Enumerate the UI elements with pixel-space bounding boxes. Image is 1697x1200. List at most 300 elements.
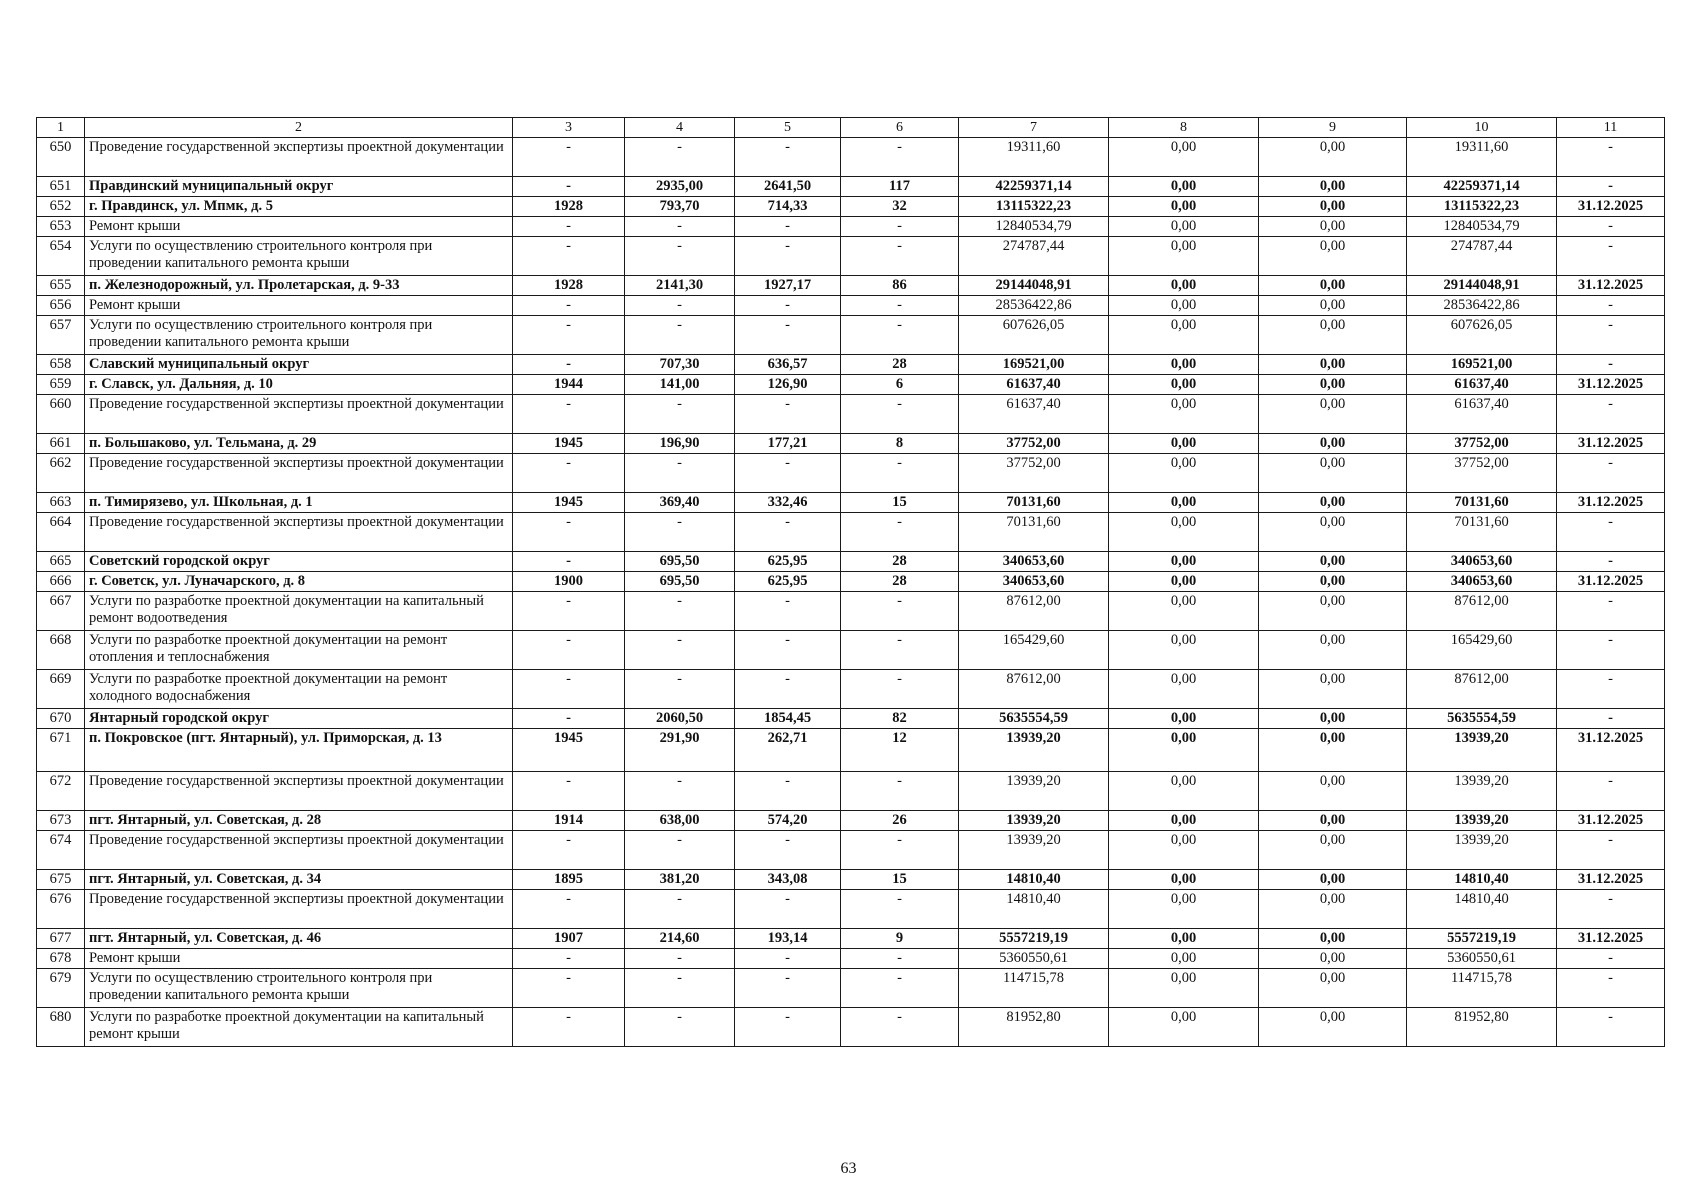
residents-cell: -: [841, 969, 959, 1008]
budget-cell: 0,00: [1259, 177, 1407, 197]
total-area-cell: 638,00: [625, 811, 735, 831]
row-number-cell: 667: [37, 592, 85, 631]
deadline-cell: -: [1557, 552, 1665, 572]
table-row: [37, 772, 1665, 811]
total-area-cell: 2141,30: [625, 276, 735, 296]
living-area-cell: -: [735, 772, 841, 811]
header-cell: 4: [625, 118, 735, 138]
year-cell: 1907: [513, 929, 625, 949]
budget-cell: 0,00: [1259, 197, 1407, 217]
object-name-cell: пгт. Янтарный, ул. Советская, д. 28: [85, 811, 513, 831]
header-cell: 7: [959, 118, 1109, 138]
living-area-cell: -: [735, 217, 841, 237]
table-row: [37, 395, 1665, 434]
object-name-cell: п. Покровское (пгт. Янтарный), ул. Приморская, д. 13: [85, 729, 513, 772]
owners-cell: 87612,00: [1407, 592, 1557, 631]
deadline-cell: -: [1557, 177, 1665, 197]
budget-cell: 0,00: [1259, 890, 1407, 929]
owners-cell: 28536422,86: [1407, 296, 1557, 316]
table-row: [37, 454, 1665, 493]
living-area-cell: -: [735, 395, 841, 434]
fund-cell: 0,00: [1109, 631, 1259, 670]
year-cell: -: [513, 296, 625, 316]
fund-cell: 0,00: [1109, 276, 1259, 296]
document-table-container: [36, 117, 1664, 1047]
owners-cell: 5360550,61: [1407, 949, 1557, 969]
year-cell: 1944: [513, 375, 625, 395]
residents-cell: 15: [841, 493, 959, 513]
row-number-cell: 658: [37, 355, 85, 375]
residents-cell: 6: [841, 375, 959, 395]
living-area-cell: -: [735, 670, 841, 709]
budget-cell: 0,00: [1259, 138, 1407, 177]
budget-cell: 0,00: [1259, 949, 1407, 969]
owners-cell: 61637,40: [1407, 375, 1557, 395]
table-row: [37, 949, 1665, 969]
cost-total-cell: 42259371,14: [959, 177, 1109, 197]
year-cell: -: [513, 772, 625, 811]
fund-cell: 0,00: [1109, 197, 1259, 217]
deadline-cell: -: [1557, 709, 1665, 729]
living-area-cell: -: [735, 138, 841, 177]
living-area-cell: -: [735, 513, 841, 552]
table-row: [37, 831, 1665, 870]
year-cell: -: [513, 237, 625, 276]
row-number-cell: 662: [37, 454, 85, 493]
owners-cell: 70131,60: [1407, 493, 1557, 513]
residents-cell: -: [841, 316, 959, 355]
year-cell: 1945: [513, 434, 625, 454]
object-name-cell: Проведение государственной экспертизы проектной документации: [85, 395, 513, 434]
header-cell: 1: [37, 118, 85, 138]
residents-cell: 82: [841, 709, 959, 729]
residents-cell: -: [841, 454, 959, 493]
cost-total-cell: 340653,60: [959, 572, 1109, 592]
row-number-cell: 675: [37, 870, 85, 890]
fund-cell: 0,00: [1109, 772, 1259, 811]
cost-total-cell: 5360550,61: [959, 949, 1109, 969]
fund-cell: 0,00: [1109, 870, 1259, 890]
deadline-cell: 31.12.2025: [1557, 375, 1665, 395]
header-cell: 5: [735, 118, 841, 138]
fund-cell: 0,00: [1109, 670, 1259, 709]
total-area-cell: -: [625, 138, 735, 177]
object-name-cell: п. Большаково, ул. Тельмана, д. 29: [85, 434, 513, 454]
cost-total-cell: 12840534,79: [959, 217, 1109, 237]
residents-cell: 86: [841, 276, 959, 296]
object-name-cell: Ремонт крыши: [85, 217, 513, 237]
cost-total-cell: 70131,60: [959, 513, 1109, 552]
owners-cell: 70131,60: [1407, 513, 1557, 552]
year-cell: 1945: [513, 493, 625, 513]
residents-cell: -: [841, 949, 959, 969]
cost-total-cell: 13939,20: [959, 831, 1109, 870]
residents-cell: -: [841, 296, 959, 316]
budget-cell: 0,00: [1259, 572, 1407, 592]
table-row: [37, 375, 1665, 395]
total-area-cell: 707,30: [625, 355, 735, 375]
owners-cell: 87612,00: [1407, 670, 1557, 709]
budget-cell: 0,00: [1259, 316, 1407, 355]
residents-cell: -: [841, 237, 959, 276]
row-number-cell: 665: [37, 552, 85, 572]
deadline-cell: 31.12.2025: [1557, 729, 1665, 772]
residents-cell: 32: [841, 197, 959, 217]
header-cell: 10: [1407, 118, 1557, 138]
row-number-cell: 650: [37, 138, 85, 177]
object-name-cell: Советский городской округ: [85, 552, 513, 572]
owners-cell: 274787,44: [1407, 237, 1557, 276]
header-cell: 11: [1557, 118, 1665, 138]
residents-cell: -: [841, 513, 959, 552]
deadline-cell: 31.12.2025: [1557, 572, 1665, 592]
fund-cell: 0,00: [1109, 811, 1259, 831]
total-area-cell: 2935,00: [625, 177, 735, 197]
deadline-cell: -: [1557, 395, 1665, 434]
year-cell: 1928: [513, 276, 625, 296]
living-area-cell: -: [735, 631, 841, 670]
deadline-cell: -: [1557, 969, 1665, 1008]
header-cell: 2: [85, 118, 513, 138]
year-cell: 1900: [513, 572, 625, 592]
owners-cell: 13939,20: [1407, 811, 1557, 831]
budget-cell: 0,00: [1259, 454, 1407, 493]
row-number-cell: 654: [37, 237, 85, 276]
fund-cell: 0,00: [1109, 316, 1259, 355]
residents-cell: -: [841, 138, 959, 177]
budget-cell: 0,00: [1259, 513, 1407, 552]
residents-cell: -: [841, 395, 959, 434]
header-cell: 3: [513, 118, 625, 138]
total-area-cell: 291,90: [625, 729, 735, 772]
cost-total-cell: 169521,00: [959, 355, 1109, 375]
object-name-cell: Янтарный городской округ: [85, 709, 513, 729]
fund-cell: 0,00: [1109, 434, 1259, 454]
living-area-cell: 1927,17: [735, 276, 841, 296]
cost-total-cell: 37752,00: [959, 434, 1109, 454]
table-row: [37, 670, 1665, 709]
living-area-cell: -: [735, 237, 841, 276]
row-number-cell: 674: [37, 831, 85, 870]
year-cell: -: [513, 138, 625, 177]
table-row: [37, 296, 1665, 316]
total-area-cell: 793,70: [625, 197, 735, 217]
object-name-cell: Славский муниципальный округ: [85, 355, 513, 375]
owners-cell: 13939,20: [1407, 772, 1557, 811]
cost-total-cell: 13939,20: [959, 811, 1109, 831]
table-row: [37, 513, 1665, 552]
budget-cell: 0,00: [1259, 296, 1407, 316]
total-area-cell: -: [625, 513, 735, 552]
deadline-cell: -: [1557, 772, 1665, 811]
object-name-cell: Проведение государственной экспертизы проектной документации: [85, 890, 513, 929]
deadline-cell: 31.12.2025: [1557, 276, 1665, 296]
object-name-cell: пгт. Янтарный, ул. Советская, д. 34: [85, 870, 513, 890]
year-cell: 1928: [513, 197, 625, 217]
total-area-cell: -: [625, 831, 735, 870]
object-name-cell: Услуги по разработке проектной документации на капитальный ремонт водоотведения: [85, 592, 513, 631]
year-cell: -: [513, 592, 625, 631]
deadline-cell: -: [1557, 670, 1665, 709]
cost-total-cell: 14810,40: [959, 890, 1109, 929]
row-number-cell: 676: [37, 890, 85, 929]
living-area-cell: 262,71: [735, 729, 841, 772]
year-cell: -: [513, 316, 625, 355]
object-name-cell: Услуги по разработке проектной документации на капитальный ремонт крыши: [85, 1008, 513, 1047]
total-area-cell: -: [625, 217, 735, 237]
year-cell: -: [513, 890, 625, 929]
object-name-cell: г. Славск, ул. Дальняя, д. 10: [85, 375, 513, 395]
total-area-cell: 141,00: [625, 375, 735, 395]
row-number-cell: 659: [37, 375, 85, 395]
budget-cell: 0,00: [1259, 831, 1407, 870]
table-row: [37, 631, 1665, 670]
year-cell: -: [513, 631, 625, 670]
table-row: [37, 870, 1665, 890]
row-number-cell: 651: [37, 177, 85, 197]
budget-cell: 0,00: [1259, 592, 1407, 631]
living-area-cell: -: [735, 831, 841, 870]
budget-cell: 0,00: [1259, 870, 1407, 890]
deadline-cell: -: [1557, 831, 1665, 870]
living-area-cell: 1854,45: [735, 709, 841, 729]
deadline-cell: -: [1557, 1008, 1665, 1047]
owners-cell: 165429,60: [1407, 631, 1557, 670]
row-number-cell: 680: [37, 1008, 85, 1047]
residents-cell: 9: [841, 929, 959, 949]
fund-cell: 0,00: [1109, 552, 1259, 572]
cost-total-cell: 28536422,86: [959, 296, 1109, 316]
budget-cell: 0,00: [1259, 493, 1407, 513]
owners-cell: 13115322,23: [1407, 197, 1557, 217]
deadline-cell: 31.12.2025: [1557, 870, 1665, 890]
residents-cell: -: [841, 631, 959, 670]
budget-cell: 0,00: [1259, 969, 1407, 1008]
row-number-cell: 661: [37, 434, 85, 454]
deadline-cell: 31.12.2025: [1557, 811, 1665, 831]
table-row: [37, 434, 1665, 454]
budget-cell: 0,00: [1259, 552, 1407, 572]
owners-cell: 29144048,91: [1407, 276, 1557, 296]
budget-cell: 0,00: [1259, 929, 1407, 949]
living-area-cell: -: [735, 890, 841, 929]
residents-cell: 15: [841, 870, 959, 890]
fund-cell: 0,00: [1109, 572, 1259, 592]
row-number-cell: 678: [37, 949, 85, 969]
object-name-cell: Правдинский муниципальный округ: [85, 177, 513, 197]
budget-cell: 0,00: [1259, 217, 1407, 237]
fund-cell: 0,00: [1109, 237, 1259, 276]
living-area-cell: -: [735, 316, 841, 355]
budget-cell: 0,00: [1259, 434, 1407, 454]
budget-cell: 0,00: [1259, 772, 1407, 811]
object-name-cell: пгт. Янтарный, ул. Советская, д. 46: [85, 929, 513, 949]
cost-total-cell: 13115322,23: [959, 197, 1109, 217]
table-row: [37, 929, 1665, 949]
table-row: [37, 316, 1665, 355]
fund-cell: 0,00: [1109, 929, 1259, 949]
page-number: 63: [840, 1160, 857, 1177]
living-area-cell: 177,21: [735, 434, 841, 454]
owners-cell: 42259371,14: [1407, 177, 1557, 197]
row-number-cell: 660: [37, 395, 85, 434]
fund-cell: 0,00: [1109, 949, 1259, 969]
living-area-cell: 2641,50: [735, 177, 841, 197]
fund-cell: 0,00: [1109, 513, 1259, 552]
residents-cell: -: [841, 831, 959, 870]
owners-cell: 169521,00: [1407, 355, 1557, 375]
total-area-cell: -: [625, 296, 735, 316]
cost-total-cell: 607626,05: [959, 316, 1109, 355]
year-cell: 1895: [513, 870, 625, 890]
row-number-cell: 663: [37, 493, 85, 513]
fund-cell: 0,00: [1109, 177, 1259, 197]
object-name-cell: Проведение государственной экспертизы проектной документации: [85, 454, 513, 493]
budget-cell: 0,00: [1259, 375, 1407, 395]
cost-total-cell: 37752,00: [959, 454, 1109, 493]
header-cell: 6: [841, 118, 959, 138]
object-name-cell: Услуги по осуществлению строительного контроля при проведении капитального ремонта крыши: [85, 969, 513, 1008]
living-area-cell: 574,20: [735, 811, 841, 831]
owners-cell: 114715,78: [1407, 969, 1557, 1008]
owners-cell: 5635554,59: [1407, 709, 1557, 729]
residents-cell: 117: [841, 177, 959, 197]
cost-total-cell: 61637,40: [959, 395, 1109, 434]
fund-cell: 0,00: [1109, 831, 1259, 870]
total-area-cell: -: [625, 670, 735, 709]
object-name-cell: г. Правдинск, ул. Мпмк, д. 5: [85, 197, 513, 217]
fund-cell: 0,00: [1109, 217, 1259, 237]
owners-cell: 14810,40: [1407, 890, 1557, 929]
living-area-cell: 332,46: [735, 493, 841, 513]
cost-total-cell: 165429,60: [959, 631, 1109, 670]
object-name-cell: Проведение государственной экспертизы проектной документации: [85, 772, 513, 811]
living-area-cell: -: [735, 592, 841, 631]
owners-cell: 81952,80: [1407, 1008, 1557, 1047]
budget-cell: 0,00: [1259, 670, 1407, 709]
residents-cell: -: [841, 217, 959, 237]
header-cell: 9: [1259, 118, 1407, 138]
owners-cell: 37752,00: [1407, 454, 1557, 493]
deadline-cell: -: [1557, 890, 1665, 929]
residents-cell: -: [841, 592, 959, 631]
deadline-cell: -: [1557, 592, 1665, 631]
row-number-cell: 671: [37, 729, 85, 772]
table-row: [37, 969, 1665, 1008]
row-number-cell: 673: [37, 811, 85, 831]
deadline-cell: -: [1557, 217, 1665, 237]
total-area-cell: -: [625, 237, 735, 276]
owners-cell: 340653,60: [1407, 572, 1557, 592]
cost-total-cell: 14810,40: [959, 870, 1109, 890]
living-area-cell: 126,90: [735, 375, 841, 395]
year-cell: -: [513, 831, 625, 870]
living-area-cell: -: [735, 949, 841, 969]
table-row: [37, 592, 1665, 631]
row-number-cell: 679: [37, 969, 85, 1008]
fund-cell: 0,00: [1109, 454, 1259, 493]
total-area-cell: 369,40: [625, 493, 735, 513]
owners-cell: 37752,00: [1407, 434, 1557, 454]
deadline-cell: 31.12.2025: [1557, 493, 1665, 513]
total-area-cell: 214,60: [625, 929, 735, 949]
owners-cell: 5557219,19: [1407, 929, 1557, 949]
owners-cell: 12840534,79: [1407, 217, 1557, 237]
year-cell: -: [513, 949, 625, 969]
row-number-cell: 664: [37, 513, 85, 552]
cost-total-cell: 61637,40: [959, 375, 1109, 395]
owners-cell: 61637,40: [1407, 395, 1557, 434]
year-cell: -: [513, 670, 625, 709]
row-number-cell: 668: [37, 631, 85, 670]
row-number-cell: 670: [37, 709, 85, 729]
cost-total-cell: 5635554,59: [959, 709, 1109, 729]
fund-cell: 0,00: [1109, 375, 1259, 395]
object-name-cell: Проведение государственной экспертизы проектной документации: [85, 513, 513, 552]
total-area-cell: -: [625, 1008, 735, 1047]
total-area-cell: -: [625, 454, 735, 493]
total-area-cell: 196,90: [625, 434, 735, 454]
cost-total-cell: 13939,20: [959, 729, 1109, 772]
living-area-cell: 636,57: [735, 355, 841, 375]
living-area-cell: -: [735, 296, 841, 316]
cost-total-cell: 87612,00: [959, 670, 1109, 709]
fund-cell: 0,00: [1109, 969, 1259, 1008]
residents-cell: 12: [841, 729, 959, 772]
residents-cell: -: [841, 890, 959, 929]
row-number-cell: 669: [37, 670, 85, 709]
year-cell: -: [513, 709, 625, 729]
living-area-cell: 193,14: [735, 929, 841, 949]
deadline-cell: 31.12.2025: [1557, 197, 1665, 217]
total-area-cell: -: [625, 890, 735, 929]
cost-total-cell: 19311,60: [959, 138, 1109, 177]
residents-cell: -: [841, 772, 959, 811]
fund-cell: 0,00: [1109, 1008, 1259, 1047]
table-row: [37, 197, 1665, 217]
cost-total-cell: 87612,00: [959, 592, 1109, 631]
total-area-cell: -: [625, 949, 735, 969]
total-area-cell: 695,50: [625, 552, 735, 572]
object-name-cell: г. Советск, ул. Луначарского, д. 8: [85, 572, 513, 592]
year-cell: -: [513, 454, 625, 493]
year-cell: -: [513, 969, 625, 1008]
residents-cell: 26: [841, 811, 959, 831]
row-number-cell: 657: [37, 316, 85, 355]
budget-cell: 0,00: [1259, 395, 1407, 434]
cost-total-cell: 274787,44: [959, 237, 1109, 276]
deadline-cell: 31.12.2025: [1557, 929, 1665, 949]
budget-cell: 0,00: [1259, 811, 1407, 831]
object-name-cell: Проведение государственной экспертизы проектной документации: [85, 831, 513, 870]
cost-total-cell: 13939,20: [959, 772, 1109, 811]
living-area-cell: -: [735, 1008, 841, 1047]
object-name-cell: Ремонт крыши: [85, 949, 513, 969]
cost-total-cell: 340653,60: [959, 552, 1109, 572]
owners-cell: 13939,20: [1407, 729, 1557, 772]
fund-cell: 0,00: [1109, 729, 1259, 772]
total-area-cell: -: [625, 631, 735, 670]
total-area-cell: 381,20: [625, 870, 735, 890]
year-cell: -: [513, 513, 625, 552]
fund-cell: 0,00: [1109, 709, 1259, 729]
object-name-cell: Услуги по осуществлению строительного контроля при проведении капитального ремонта крыши: [85, 237, 513, 276]
object-name-cell: Ремонт крыши: [85, 296, 513, 316]
year-cell: -: [513, 217, 625, 237]
owners-cell: 340653,60: [1407, 552, 1557, 572]
deadline-cell: -: [1557, 296, 1665, 316]
row-number-cell: 652: [37, 197, 85, 217]
